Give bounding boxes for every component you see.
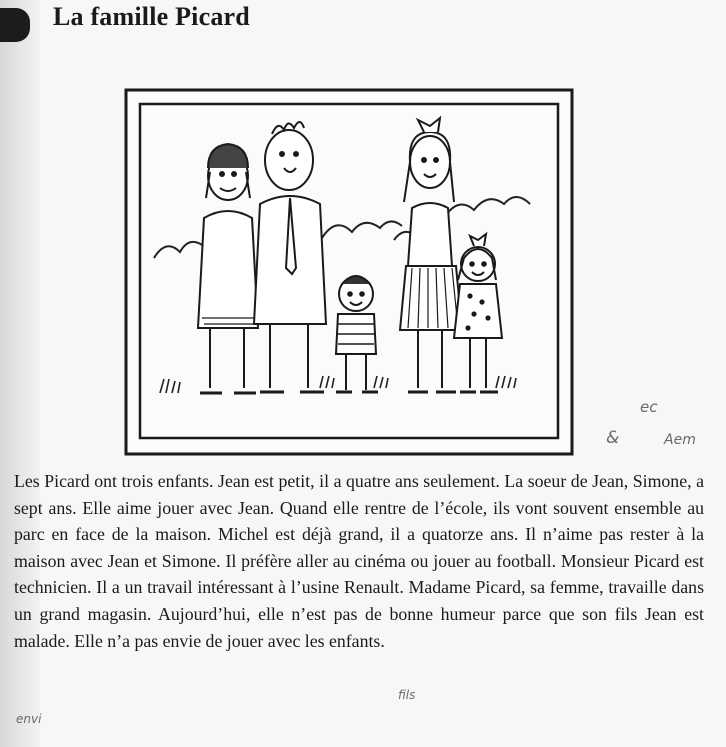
- handwritten-note: &: [606, 428, 620, 448]
- family-illustration: [124, 88, 574, 456]
- handwritten-note: Aem: [664, 432, 696, 448]
- story-paragraph: Les Picard ont trois enfants. Jean est petit, il a quatre ans seulement. La soeur de Jean, Simone, a sept ans. Elle aime jouer avec Jean. Quand elle rentre de l’école, ils vont souvent ensemble au parc en face de la maison. Michel est déjà grand, il a quatorze ans. Il n’aime pas rester à la maison avec Jean et Simone. Il préfère aller au cinéma ou jouer au football. Monsieur Picard est technicien. Il a un travail intéressant à l’usine Renault. Madame Picard, sa femme, travaille dans un grand magasin. Aujourd’hui, elle n’est pas de bonne humeur parce que son fils Jean est malade. Elle n’a pas envie de jouer avec les enfants.: [14, 471, 704, 651]
- page-title: La famille Picard: [53, 2, 250, 31]
- frame-outer: [126, 90, 572, 454]
- handwritten-note: fils: [398, 688, 416, 702]
- handwritten-note: envi: [16, 712, 42, 726]
- section-marker-tab: [0, 8, 30, 42]
- handwritten-note: ec: [640, 398, 658, 416]
